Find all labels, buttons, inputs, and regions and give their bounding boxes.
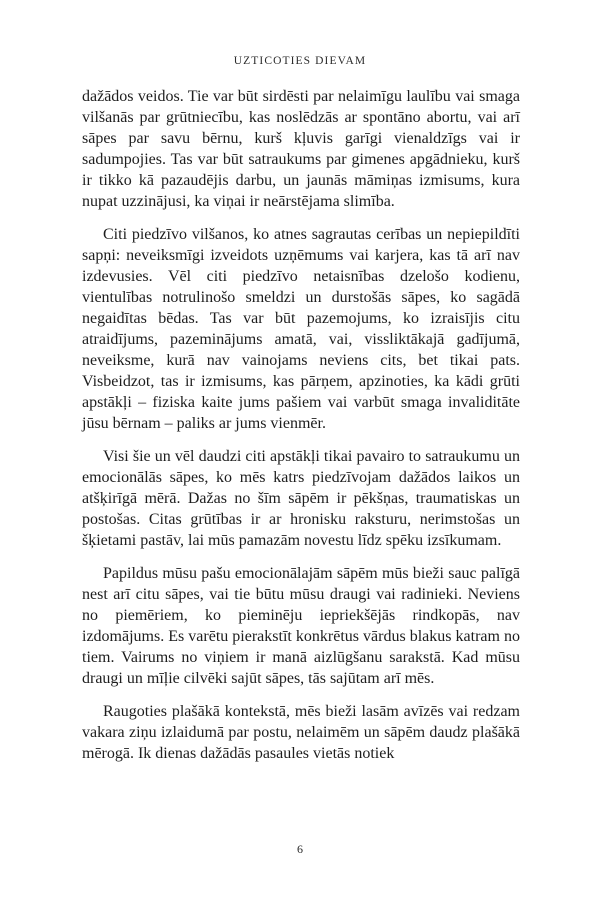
paragraph: Raugoties plašākā kontekstā, mēs bieži lasām avīzēs vai redzam vakara ziņu izlaidumā par postu, nelaimēm un sāpēm daudz plašākā mērogā. Ik dienas dažādās pasaules vietās notiek	[82, 703, 520, 762]
paragraph: Visi šie un vēl daudzi citi apstākļi tikai pavairo to satraukumu un emocionālās sāpes, ko mēs katrs piedzīvojam dažādos laikos un atšķirīgā mērā. Dažas no šīm sāpēm ir pēkšņas, traumatiskas un postošas. Citas grūtības ir ar hronisku raksturu, nerimstošas un šķietami pastāv, lai mūs pamazām novestu līdz spēku izsīkumam.	[82, 448, 520, 549]
page-number: 6	[297, 842, 303, 856]
paragraph-continued: dažādos veidos. Tie var būt sirdēsti par nelaimīgu laulību vai smaga vilšanās par grūtniecību, kas noslēdzās ar spontāno abortu, vai arī sāpes par savu bērnu, kurš kļuvis garīgi vienaldzīgs vai ir sadumpojies. Tas var būt satraukums par gimenes apgādnieku, kurš ir tikko kā pazaudējis darbu, un jaunās māmiņas izmisums, kura nupat uzzinājusi, ka viņai ir neārstējama slimība.	[82, 88, 520, 210]
paragraph: Papildus mūsu pašu emocionālajām sāpēm mūs bieži sauc palīgā nest arī citu sāpes, vai tie būtu mūsu draugi vai radinieki. Neviens no piemēriem, ko pieminēju iepriekšējās rindkopās, nav izdomājums. Es varētu pierakstīt konkrētus vārdus blakus katram no tiem. Vairums no viņiem ir manā aizlūgšanu sarakstā. Kad mūsu draugi un mīļie cilvēki sajūt sāpes, tās sajūtam arī mēs.	[82, 565, 520, 687]
running-header: UZTICOTIES DIEVAM	[233, 55, 367, 67]
body-text	[82, 86, 520, 764]
paragraph: Citi piedzīvo vilšanos, ko atnes sagrautas cerības un nepiepildīti sapņi: neveiksmīgi izveidots uzņēmums vai karjera, kas tā arī nav izdevusies. Vēl citi piedzīvo netaisnības dzelošo kodienu, vientulības notrulinošo smeldzi un durstošās sāpes, ko sagādā negaidītas bēdas. Tas var būt pazemojums, ko izraisījis citu atraidījums, pazeminājums amatā, vai, vissliktākajā gadījumā, neveiksme, kurā nav vainojams neviens cits, bet tikai pats. Visbeidzot, tas ir izmisums, kas pārņem, apzinoties, ka kādi grūti apstākļi – fiziska kaite jums pašiem vai varbūt smaga invaliditāte jūsu bērnam – paliks ar jums vienmēr.	[82, 226, 520, 432]
